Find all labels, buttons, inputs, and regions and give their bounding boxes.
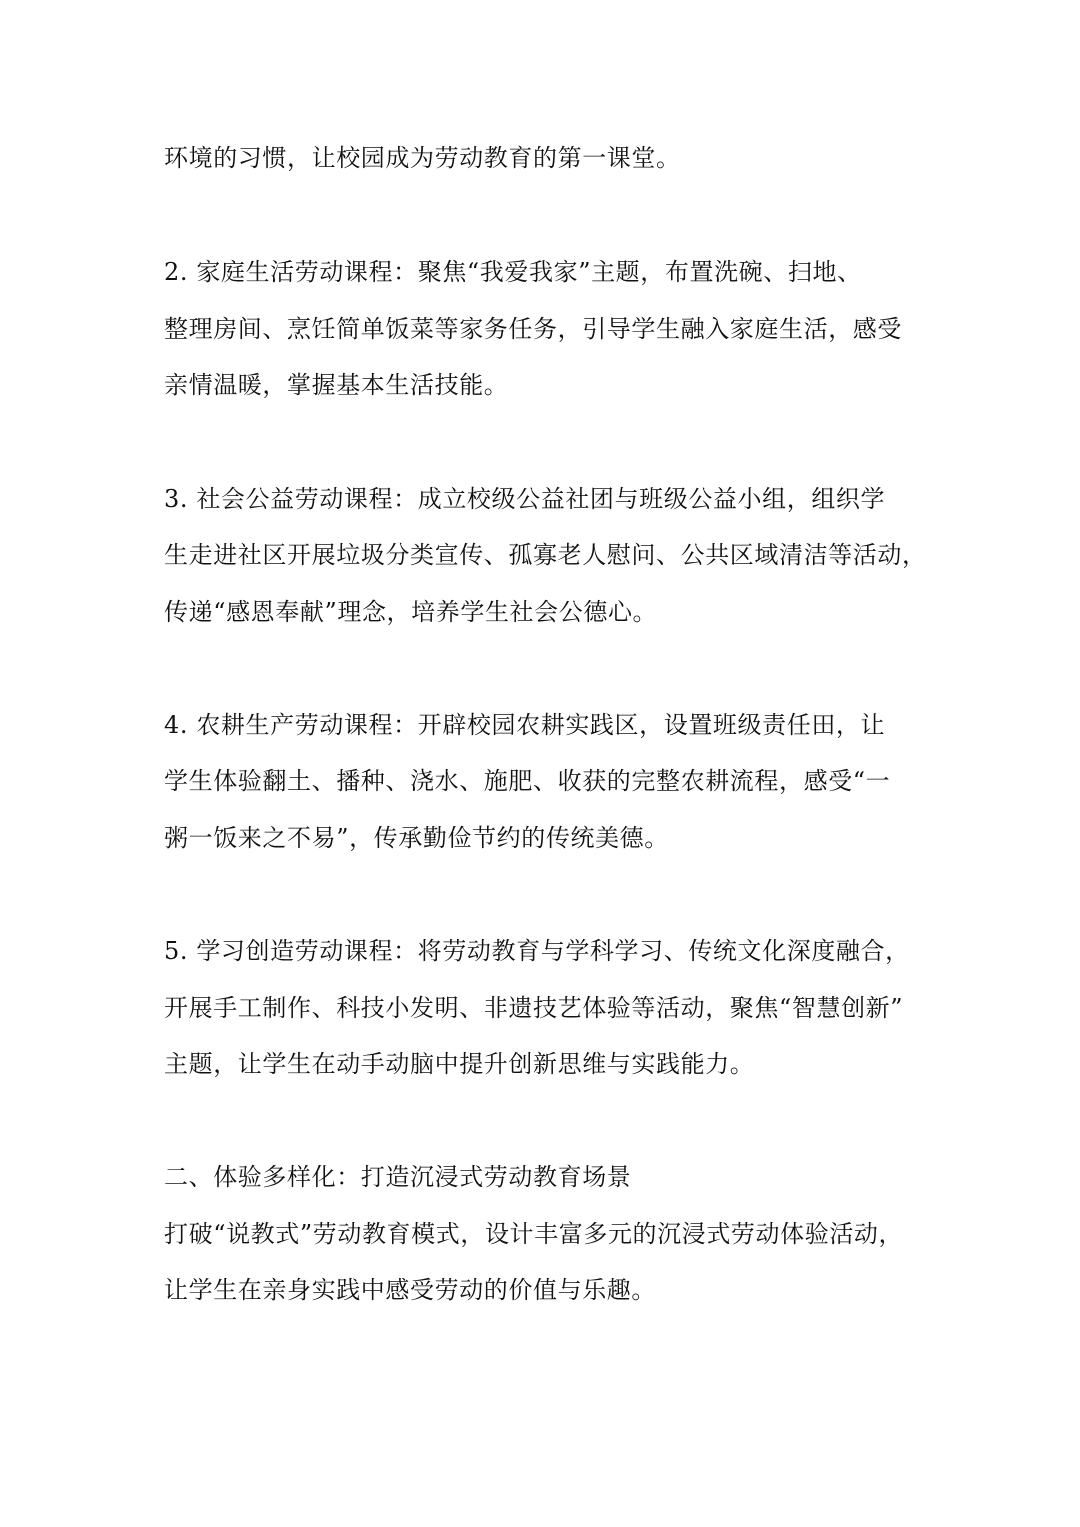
paragraph-line: 开展手工制作、科技小发明、非遗技艺体验等活动，聚焦“智慧创新” (164, 994, 904, 1022)
paragraph-line: 4. 农耕生产劳动课程：开辟校园农耕实践区，设置班级责任田，让 (164, 711, 886, 739)
paragraph-line: 传递“感恩奉献”理念，培养学生社会公德心。 (164, 598, 658, 626)
paragraph-line: 打破“说教式”劳动教育模式，设计丰富多元的沉浸式劳动体验活动， (164, 1220, 904, 1248)
paragraph-line: 粥一饭来之不易”，传承勤俭节约的传统美德。 (164, 824, 669, 852)
paragraph-line: 亲情温暖，掌握基本生活技能。 (164, 371, 509, 399)
section-heading: 二、体验多样化：打造沉浸式劳动教育场景 (164, 1163, 632, 1191)
paragraph-line: 让学生在亲身实践中感受劳动的价值与乐趣。 (164, 1276, 656, 1304)
paragraph-line: 主题，让学生在动手动脑中提升创新思维与实践能力。 (164, 1050, 755, 1078)
paragraph-line: 5. 学习创造劳动课程：将劳动教育与学科学习、传统文化深度融合， (164, 937, 910, 965)
paragraph-line: 2. 家庭生活劳动课程：聚焦“我爱我家”主题，布置洗碗、扫地、 (164, 258, 862, 286)
paragraph-line: 环境的习惯，让校园成为劳动教育的第一课堂。 (164, 144, 681, 172)
paragraph-line: 3. 社会公益劳动课程：成立校级公益社团与班级公益小组，组织学 (164, 485, 886, 513)
paragraph-line: 学生体验翻土、播种、浇水、施肥、收获的完整农耕流程，感受“一 (164, 767, 891, 795)
paragraph-line: 整理房间、烹饪简单饭菜等家务任务，引导学生融入家庭生活，感受 (164, 315, 902, 343)
paragraph-line: 生走进社区开展垃圾分类宣传、孤寡老人慰问、公共区域清洁等活动， (164, 541, 927, 569)
